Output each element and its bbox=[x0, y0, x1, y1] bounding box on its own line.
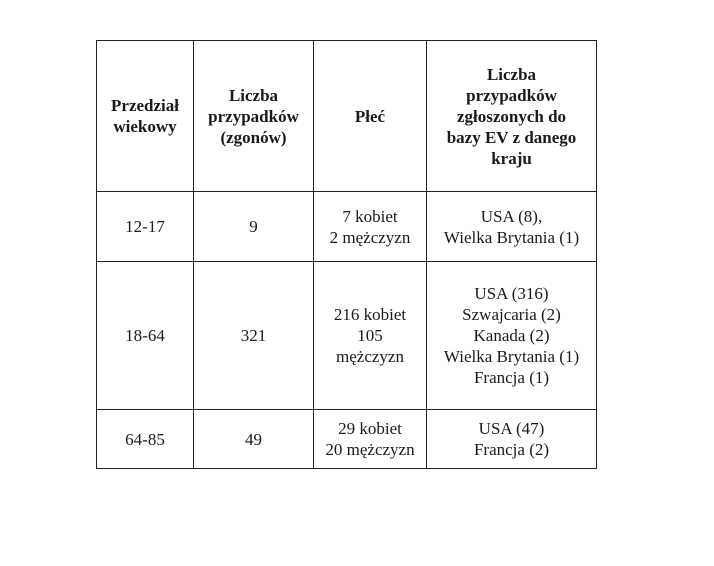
cell-sex-line: 216 kobiet bbox=[333, 305, 407, 324]
cell-country-line: Szwajcaria (2) bbox=[462, 305, 561, 324]
cell-countries bbox=[427, 410, 597, 469]
cell-sex-line: 29 kobiet bbox=[338, 419, 402, 438]
table-row bbox=[97, 410, 597, 469]
cell-sex bbox=[314, 192, 427, 262]
data-table-container bbox=[96, 40, 596, 469]
cell-sex-line: mężczyzn bbox=[336, 347, 404, 366]
cell-country-line: Francja (2) bbox=[473, 440, 550, 459]
cell-countries bbox=[427, 192, 597, 262]
header-case-count bbox=[194, 41, 314, 192]
cell-age-range: 18-64 bbox=[97, 262, 194, 410]
cell-country-line: Wielka Brytania (1) bbox=[443, 347, 580, 366]
cell-country-line: USA (316) bbox=[474, 284, 549, 303]
header-case-count-line: Liczba bbox=[228, 85, 279, 105]
table-row bbox=[97, 262, 597, 410]
table-row bbox=[97, 192, 597, 262]
cell-sex bbox=[314, 262, 427, 410]
header-age-range-line: wiekowy bbox=[113, 117, 177, 136]
cell-country-line: Francja (1) bbox=[473, 368, 550, 387]
header-sex-line: Płeć bbox=[354, 106, 386, 126]
cell-case-count: 49 bbox=[194, 410, 314, 469]
cell-case-count: 9 bbox=[194, 192, 314, 262]
cell-sex-line: 20 mężczyzn bbox=[325, 440, 415, 459]
cell-sex-line: 7 kobiet bbox=[342, 206, 398, 226]
cell-country-line: Wielka Brytania (1) bbox=[443, 227, 580, 247]
header-reported-cases-line: zgłoszonych do bbox=[456, 106, 567, 126]
header-reported-cases-line: kraju bbox=[491, 148, 532, 168]
cell-age-range: 12-17 bbox=[97, 192, 194, 262]
header-row bbox=[97, 41, 597, 192]
header-sex bbox=[314, 41, 427, 192]
cell-case-count: 321 bbox=[194, 262, 314, 410]
cell-country-line: USA (8), bbox=[480, 206, 543, 226]
header-case-count-line: (zgonów) bbox=[220, 127, 287, 147]
header-reported-cases-line: Liczba bbox=[486, 64, 537, 84]
cases-table bbox=[96, 40, 597, 469]
cell-countries bbox=[427, 262, 597, 410]
header-reported-cases-line: przypadków bbox=[466, 85, 557, 105]
header-case-count-line: przypadków bbox=[208, 106, 299, 126]
cell-country-line: USA (47) bbox=[478, 419, 545, 438]
cell-country-line: Kanada (2) bbox=[473, 326, 550, 345]
header-age-range bbox=[97, 41, 194, 192]
cell-sex-line: 2 mężczyzn bbox=[329, 227, 411, 247]
header-reported-cases-line: bazy EV z danego bbox=[446, 127, 577, 147]
header-reported-cases bbox=[427, 41, 597, 192]
cell-sex bbox=[314, 410, 427, 469]
cell-sex-line: 105 bbox=[357, 326, 383, 345]
cell-age-range: 64-85 bbox=[97, 410, 194, 469]
header-age-range-line: Przedział bbox=[111, 96, 179, 115]
